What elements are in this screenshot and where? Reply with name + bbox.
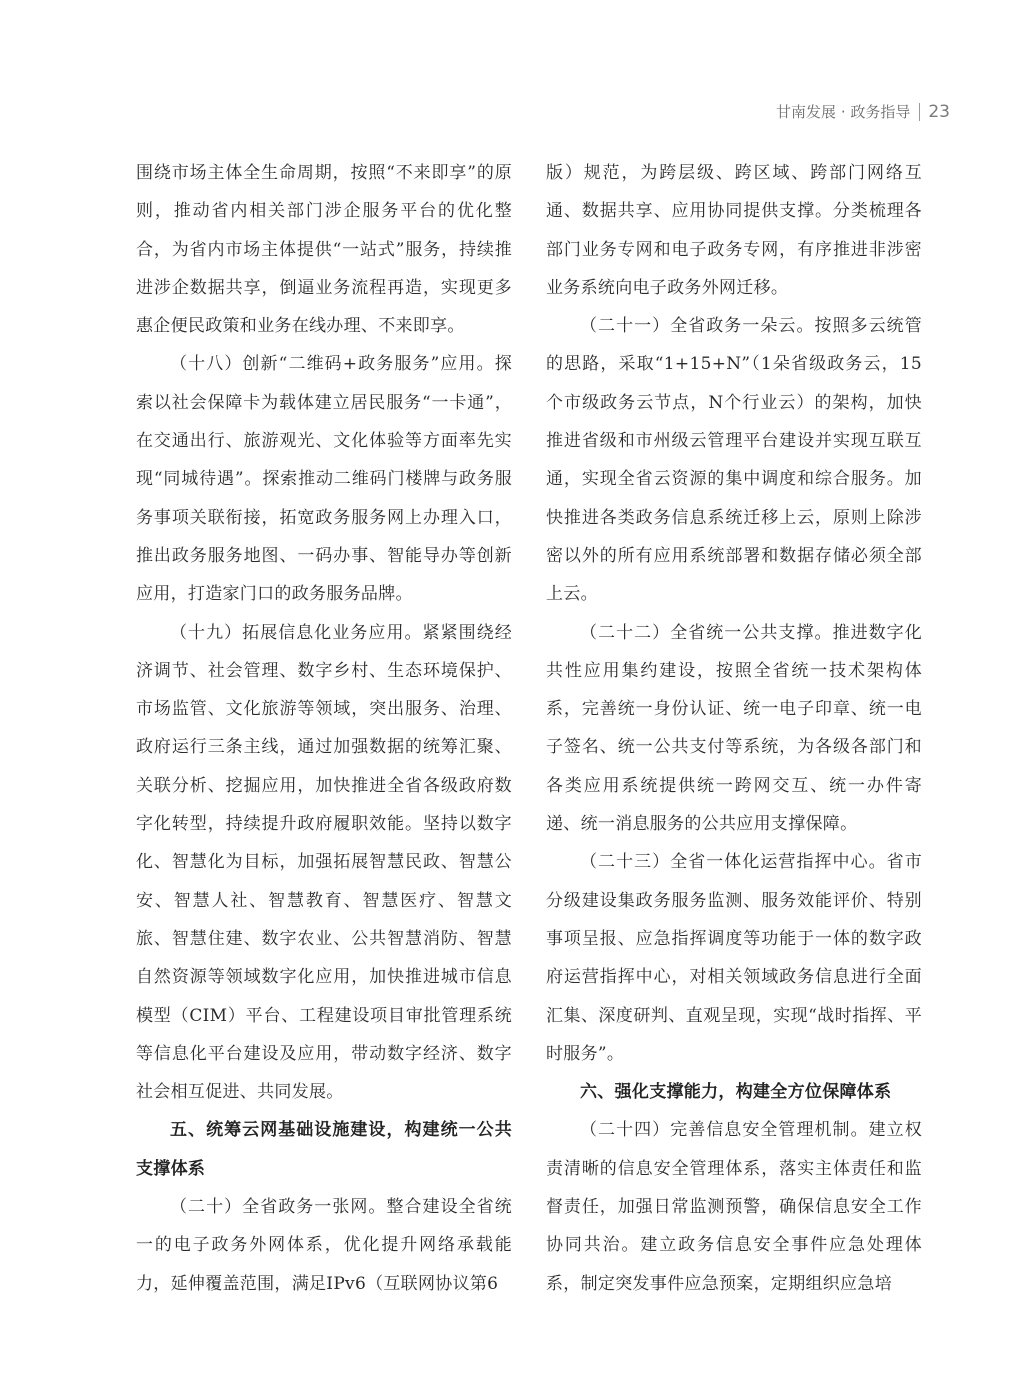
paragraph-continuation-right: 版）规范，为跨层级、跨区域、跨部门网络互通、数据共享、应用协同提供支撑。分类梳理各部门业务专网和电子政务专网，有序推进非涉密业务系统向电子政务外网迁移。 <box>546 163 922 298</box>
paragraph-item-20: （二十）全省政务一张网。整合建设全省统一的电子政务外网体系，优化提升网络承载能力，延伸覆盖范围，满足IPv6（互联网协议第6 <box>136 1197 512 1294</box>
left-column <box>136 154 512 1303</box>
paragraph-item-23: （二十三）全省一体化运营指挥中心。省市分级建设集政务服务监测、服务效能评价、特别事项呈报、应急指挥调度等功能于一体的数字政府运营指挥中心，对相关领域政务信息进行全面汇集、深度研判、直观呈现，实现“战时指挥、平时服务”。 <box>546 852 922 1064</box>
paragraph-item-22: （二十二）全省统一公共支撑。推进数字化共性应用集约建设，按照全省统一技术架构体系，完善统一身份认证、统一电子印章、统一电子签名、统一公共支付等系统，为各级各部门和各类应用系统提供统一跨网交互、统一办件寄递、统一消息服务的公共应用支撑保障。 <box>546 622 922 835</box>
right-column <box>546 154 922 1303</box>
paragraph-item-21: （二十一）全省政务一朵云。按照多云统管的思路，采取“1+15+N”（1朵省级政务云，15个市级政务云节点，N个行业云）的架构，加快推进省级和市州级云管理平台建设并实现互联互通，实现全省云资源的集中调度和综合服务。加快推进各类政务信息系统迁移上云，原则上除涉密以外的所有应用系统部署和数据存储必须全部上云。 <box>546 316 922 605</box>
paragraph-item-18: （十八）创新“二维码+政务服务”应用。探索以社会保障卡为载体建立居民服务“一卡通”，在交通出行、旅游观光、文化体验等方面率先实现“同城待遇”。探索推动二维码门楼牌与政务服务事项关联衔接，拓宽政务服务网上办理入口，推出政务服务地图、一码办事、智能导办等创新应用，打造家门口的政务服务品牌。 <box>136 354 512 605</box>
paragraph-item-19: （十九）拓展信息化业务应用。紧紧围绕经济调节、社会管理、数字乡村、生态环境保护、市场监管、文化旅游等领域，突出服务、治理、政府运行三条主线，通过加强数据的统筹汇聚、关联分析、挖掘应用，加快推进全省各级政府数字化转型，持续提升政府履职效能。坚持以数字化、智慧化为目标，加强拓展智慧民政、智慧公安、智慧人社、智慧教育、智慧医疗、智慧文旅、智慧住建、数字农业、公共智慧消防、智慧自然资源等领域数字化应用，加快推进城市信息模型（CIM）平台、工程建设项目审批管理系统等信息化平台建设及应用，带动数字经济、数字社会相互促进、共同发展。 <box>136 622 512 1103</box>
paragraph-item-24: （二十四）完善信息安全管理机制。建立权责清晰的信息安全管理体系，落实主体责任和监督责任，加强日常监测预警，确保信息安全工作协同共治。建立政务信息安全事件应急处理体系，制定突发事件应急预案，定期组织应急培 <box>546 1120 922 1294</box>
running-header <box>776 100 950 124</box>
header-divider <box>919 103 920 121</box>
publication-title: 甘南发展 · 政务指导 <box>776 103 911 121</box>
paragraph-continuation: 围绕市场主体全生命周期，按照“不来即享”的原则，推动省内相关部门涉企服务平台的优化整合，为省内市场主体提供“一站式”服务，持续推进涉企数据共享，倒逼业务流程再造，实现更多惠企便民政策和业务在线办理、不来即享。 <box>136 163 512 337</box>
page-number: 23 <box>928 102 950 122</box>
section-heading-5: 五、统筹云网基础设施建设，构建统一公共支撑体系 <box>136 1120 512 1179</box>
section-heading-6: 六、强化支撑能力，构建全方位保障体系 <box>580 1082 892 1103</box>
